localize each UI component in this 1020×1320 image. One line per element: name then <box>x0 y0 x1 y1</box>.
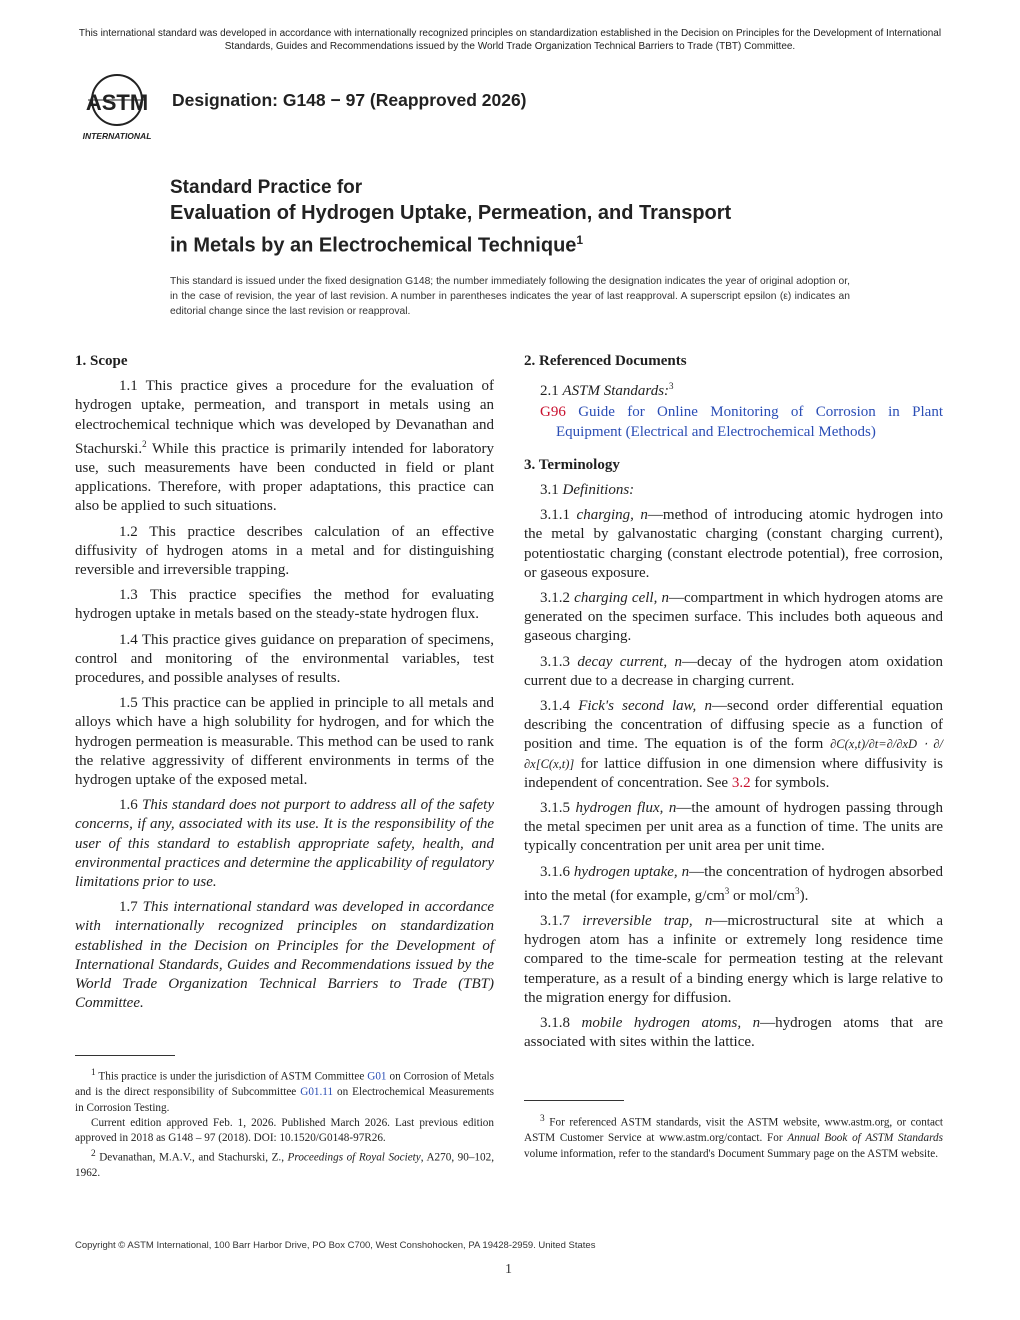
footnote-mark: 3 <box>540 1114 545 1124</box>
footnote-edition: Current edition approved Feb. 1, 2026. Published March 2026. Last previous edition approved in 2018 as G148 – 97 (2018). DOI: 10.1520/G0148-97R26. <box>75 1116 494 1145</box>
footnote-text: on Corrosion of Metals and is the direct responsibility of Subcommittee <box>75 1070 495 1099</box>
terminology-heading: 3. Terminology <box>524 456 620 473</box>
section-link[interactable]: 3.2 <box>731 774 751 791</box>
term-charging <box>524 506 943 583</box>
scope-1-1 <box>75 377 494 516</box>
footnote-divider-left <box>75 1055 175 1056</box>
designation: Designation: G148 − 97 (Reapproved 2026) <box>172 90 527 110</box>
logo-subtext: INTERNATIONAL <box>82 131 152 141</box>
footnote-text: volume information, refer to the standard's Document Summary page on the ASTM website. <box>524 1147 938 1160</box>
footnote-text: This practice is under the jurisdiction of ASTM Committee <box>98 1070 365 1083</box>
para-number: 1.1 <box>119 378 138 395</box>
para-number: 3.1.4 <box>540 698 570 715</box>
para-number: 3.1.1 <box>540 507 570 524</box>
term-irreversible-trap <box>524 912 943 1008</box>
left-column <box>75 352 494 1020</box>
international-standard-notice: This international standard was developed in accordance with internationally recognized principles on standardization established in the Decision on Principles for the Development of International Standards, Guides and Recommendations issued by the World Trade Organization Technical Barriers to Trade (TBT) Committee. <box>78 28 942 52</box>
term-decay-current <box>524 653 943 691</box>
footnote-2 <box>75 1147 494 1182</box>
term: charging, n <box>576 507 648 524</box>
definition: —method of introducing atomic hydrogen into the metal by galvanostatic charging (constant charging current), potentiostatic charging (constant electrode potential), free corrosion, or gaseous exposure. <box>524 507 944 581</box>
footnotes-left <box>75 1066 494 1181</box>
book-title: Annual Book of ASTM Standards <box>787 1132 943 1145</box>
para-number: 1.7 <box>119 899 138 916</box>
definition: —the concentration of hydrogen absorbed into the metal (for example, g/cm <box>524 863 944 904</box>
term: hydrogen flux, n <box>575 800 677 817</box>
superscript: 3 <box>795 885 800 896</box>
para-number: 3.1.3 <box>540 653 570 670</box>
footnote-mark: 1 <box>91 1068 96 1078</box>
term: mobile hydrogen atoms, n <box>581 1015 761 1032</box>
term-charging-cell <box>524 589 943 647</box>
footnote-mark: 3 <box>669 381 674 392</box>
para-number: 1.4 <box>119 631 138 648</box>
footnote-mark: 2 <box>142 438 147 449</box>
para-text: This standard does not purport to address all of the safety concerns, if any, associated with its use. It is the responsibility of the user of this standard to establish appropriate safety, health, and environmental practices and determine the applicability of regulatory limitations prior to use. <box>75 797 495 891</box>
para-number: 3.1.7 <box>540 913 570 930</box>
definition: ). <box>799 887 809 904</box>
issued-note: This standard is issued under the fixed designation G148; the number immediately following the designation indicates the year of original adoption or, in the case of revision, the year of last revision. A number in parentheses indicates the year of last reapproval. A superscript epsilon (ε) indicates an editorial change since the last revision or reapproval. <box>170 276 850 317</box>
subcommittee-link[interactable]: G01.11 <box>300 1086 334 1099</box>
superscript: 3 <box>724 885 730 896</box>
scope-1-2 <box>75 523 494 581</box>
scope-1-3 <box>75 586 494 624</box>
para-text: While this practice is primarily intended for laboratory use, such measurements have been conducted in field or plant applications. Therefore, with proper adaptations, this practice can also be applied to such situations. <box>75 440 495 515</box>
para-number: 1.2 <box>119 523 138 540</box>
para-number: 2.1 <box>540 383 559 400</box>
ref-code-link[interactable]: G96 <box>540 404 566 421</box>
definition: —second order differential equation describing the concentration of diffusing specie as a function of position and time. The equation is of the form <box>524 698 943 753</box>
scope-1-7 <box>75 898 494 1013</box>
ref-title-link[interactable]: Guide for Online Monitoring of Corrosion in Plant Equipment (Electrical and Electrochemical Methods) <box>556 404 943 440</box>
term-mobile-hydrogen-atoms <box>524 1014 943 1052</box>
para-text: This practice can be applied in principle to all metals and alloys which have a high solubility for hydrogen, and for which the hydrogen permeation is measurable. This method can be used to rank the relative aggressivity of different environments in terms of the hydrogen uptake of the exposed metal. <box>75 695 494 789</box>
definition: —decay of the hydrogen atom oxidation current due to a decrease in charging current. <box>524 653 943 689</box>
para-text: This practice gives guidance on preparation of specimens, control and monitoring of the environmental variables, test procedures, and possible analyses of results. <box>75 631 494 687</box>
logo-text: ASTM <box>85 90 149 115</box>
journal-title: Proceedings of Royal Society <box>287 1151 421 1164</box>
definition: —compartment in which hydrogen atoms are generated on the specimen surface. This includes both aqueous and gaseous charging. <box>524 590 943 645</box>
para-number: 3.1.8 <box>540 1015 570 1032</box>
footnote-text: Devanathan, M.A.V., and Stachurski, Z., <box>99 1151 285 1164</box>
referenced-standard-g96 <box>524 403 943 441</box>
title-line-3 <box>170 227 870 260</box>
scope-heading: 1. Scope <box>75 353 128 369</box>
scope-1-4 <box>75 631 494 689</box>
page-number: 1 <box>505 1262 512 1277</box>
term: Fick's second law, n <box>578 698 713 715</box>
para-number: 3.1 <box>540 482 559 499</box>
para-number: 1.5 <box>119 695 138 712</box>
para-text: This international standard was developed in accordance with internationally recognized principles on standardization established in the Decision on Principles for the Development of International Standards, Guides and Recommendations issued by the World Trade Organization Technical Barriers to Trade (TBT) Committee. <box>75 899 495 1012</box>
definitions-label <box>524 481 943 500</box>
footnote-mark: 2 <box>91 1148 96 1159</box>
referenced-heading: 2. Referenced Documents <box>524 353 687 369</box>
para-text: Definitions: <box>562 482 635 499</box>
definition: for lattice diffusion in one dimension where diffusivity is independent of concentration. See <box>524 755 943 791</box>
title-line-2: Evaluation of Hydrogen Uptake, Permeation, and Transport <box>170 202 732 224</box>
astm-logo <box>72 70 162 150</box>
title-line-1: Standard Practice for <box>170 177 363 198</box>
term: irreversible trap, n <box>582 913 713 930</box>
committee-link[interactable]: G01 <box>367 1070 387 1083</box>
definition: or mol/cm <box>733 887 796 904</box>
para-number: 3.1.5 <box>540 800 570 817</box>
copyright-line: Copyright © ASTM International, 100 Barr Harbor Drive, PO Box C700, West Conshohocken, PA 19428-2959. United States <box>75 1240 596 1251</box>
definition: for symbols. <box>754 774 830 791</box>
footnote-text: on Electrochemical Measurements in Corrosion Testing. <box>75 1086 495 1114</box>
footnote-text: , A270, 90–102, 1962. <box>75 1151 495 1179</box>
title-footnote-mark: 1 <box>576 233 584 247</box>
definition: —hydrogen atoms that are associated with sites within the lattice. <box>524 1015 943 1051</box>
definition: —the amount of hydrogen passing through the metal specimen per unit area as a function of time. The units are typically concentration per unit area per unit time. <box>524 800 943 855</box>
term: charging cell, n <box>574 590 669 607</box>
document-title <box>170 175 870 260</box>
para-number: 1.3 <box>119 587 138 604</box>
footnote-1 <box>75 1066 494 1116</box>
scope-1-5 <box>75 694 494 790</box>
astm-standards-label <box>524 377 943 401</box>
term-hydrogen-flux <box>524 799 943 857</box>
term-hydrogen-uptake <box>524 863 943 906</box>
astm-logo-graphic <box>72 70 162 150</box>
title-line-3-text: in Metals by an Electrochemical Technique <box>170 234 577 257</box>
para-text: This practice specifies the method for evaluating hydrogen uptake in metals based on the steady-state hydrogen flux. <box>75 587 494 623</box>
equation: ∂C(x,t)/∂t=∂/∂xD ⋅ ∂/∂x[C(x,t)] <box>524 737 944 771</box>
footnote-divider-right <box>524 1100 624 1101</box>
para-text: This practice gives a procedure for the evaluation of hydrogen uptake, permeation, and transport in metals using an electrochemical technique which was developed by Devanathan and Stachurski. <box>75 378 494 457</box>
para-number: 3.1.2 <box>540 590 570 607</box>
para-number: 3.1.6 <box>540 863 570 880</box>
term: decay current, n <box>577 653 682 670</box>
footnote-3 <box>524 1112 943 1162</box>
para-text: ASTM Standards: <box>562 383 670 400</box>
para-number: 1.6 <box>119 797 138 814</box>
definition: —microstructural site at which a hydrogen atom has a infinite or extremely long residence time compared to the time-scale for permeation testing at the relevant temperature, as a result of a binding energy which is large relative to the migration energy for diffusion. <box>524 913 943 1006</box>
term: hydrogen uptake, n <box>573 863 690 880</box>
term-ficks-second-law <box>524 697 943 793</box>
scope-1-6 <box>75 796 494 892</box>
para-text: This practice describes calculation of an effective diffusivity of hydrogen atoms in a metal and for distinguishing reversible and irreversible trapping. <box>75 523 494 579</box>
right-column <box>524 352 943 1059</box>
footnotes-right <box>524 1112 943 1162</box>
footnote-text: For referenced ASTM standards, visit the ASTM website, www.astm.org, or contact ASTM Customer Service at www.astm.org/contact. For <box>524 1116 943 1145</box>
